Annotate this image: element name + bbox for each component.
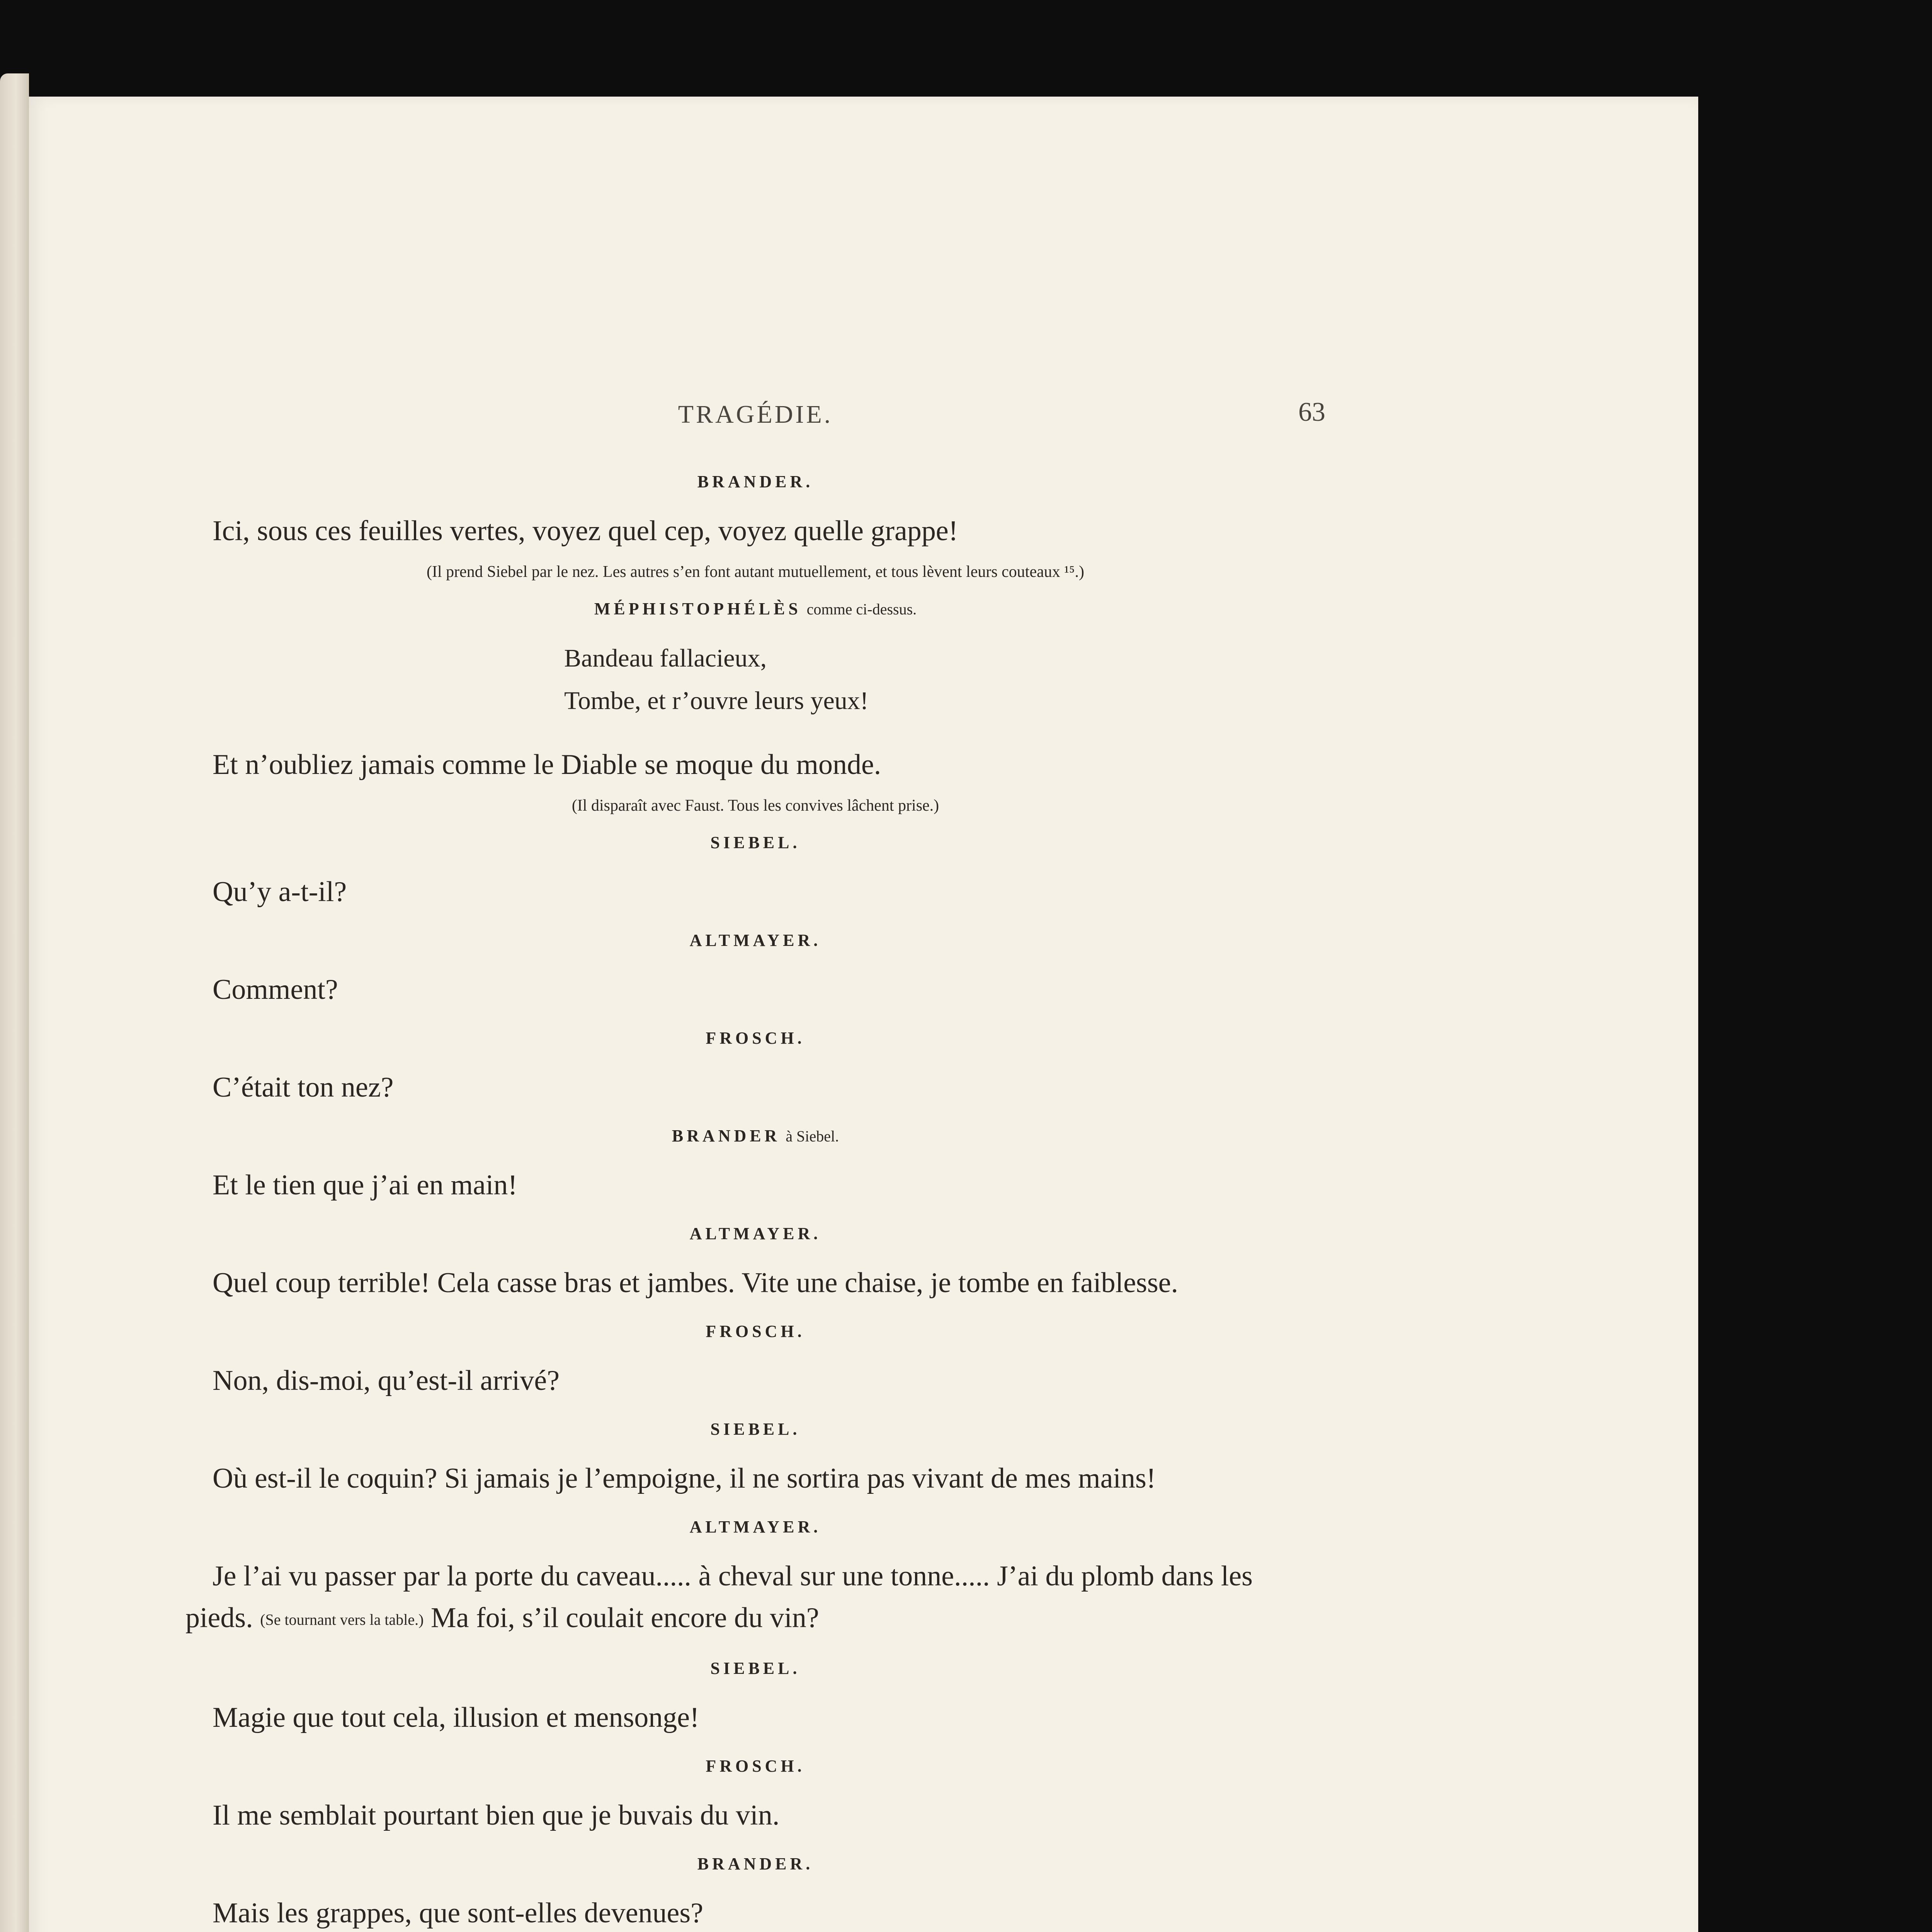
speaker-name: FROSCH. — [706, 1029, 805, 1048]
running-title: TRAGÉDIE. — [678, 400, 833, 429]
speaker-note: comme ci-dessus. — [806, 600, 917, 618]
book-page — [29, 97, 1698, 1932]
dialogue-line — [185, 1555, 1325, 1641]
stage-direction: (Il prend Siebel par le nez. Les autres s’en font autant mutuellement, et tous lèvent leurs couteaux ¹⁵.) — [427, 563, 1084, 581]
speaker-label: BRANDER — [672, 1126, 781, 1145]
dialogue-line: Comment? — [213, 974, 338, 1005]
speaker-label: MÉPHISTOPHÉLÈS — [594, 599, 801, 618]
running-head — [185, 397, 1325, 454]
page-text-block — [185, 397, 1325, 1932]
dialogue-line: Où est-il le coquin? Si jamais je l’empoigne, il ne sortira pas vivant de mes mains! — [213, 1463, 1156, 1494]
dialogue-line: C’était ton nez? — [213, 1071, 394, 1103]
speaker-name: BRANDER. — [697, 472, 814, 491]
dialogue-line: Qu’y a-t-il? — [213, 876, 347, 908]
speaker-name: BRANDER. — [697, 1854, 814, 1873]
speaker-name: SIEBEL. — [710, 1420, 801, 1439]
speaker-name: ALTMAYER. — [689, 931, 821, 950]
speaker-name: FROSCH. — [706, 1757, 805, 1776]
dialogue-line: Et le tien que j’ai en main! — [213, 1169, 518, 1201]
speaker-name — [185, 599, 1325, 619]
dialogue-line: Et n’oubliez jamais comme le Diable se moque du monde. — [213, 749, 881, 781]
speaker-name: ALTMAYER. — [689, 1517, 821, 1536]
dialogue-line: Magie que tout cela, illusion et mensonge! — [213, 1702, 699, 1733]
dialogue-line: Mais les grappes, que sont-elles devenues? — [213, 1897, 703, 1929]
page-number: 63 — [1298, 397, 1325, 427]
speaker-name: ALTMAYER. — [689, 1224, 821, 1243]
dialogue-text: Je l’ai vu passer par la porte du caveau..... à cheval sur une tonne..... J’ai du plomb dans les pieds. — [185, 1560, 1253, 1634]
inline-stage-direction: (Se tournant vers la table.) — [260, 1611, 424, 1628]
dialogue-line: Il me semblait pourtant bien que je buvais du vin. — [213, 1799, 780, 1831]
speaker-name — [185, 1126, 1325, 1146]
verse-line: Bandeau fallacieux, — [564, 644, 767, 672]
verse-line: Tombe, et r’ouvre leurs yeux! — [564, 687, 869, 715]
stage-direction: (Il disparaît avec Faust. Tous les convives lâchent prise.) — [571, 797, 939, 815]
speaker-name: SIEBEL. — [710, 833, 801, 852]
facing-page-edge — [0, 73, 29, 1932]
dialogue-line: Ici, sous ces feuilles vertes, voyez quel cep, voyez quelle grappe! — [213, 515, 958, 547]
speaker-note: à Siebel. — [786, 1128, 839, 1145]
speaker-name: FROSCH. — [706, 1322, 805, 1341]
dialogue-text: Ma foi, s’il coulait encore du vin? — [423, 1602, 819, 1634]
spacer — [185, 722, 1325, 744]
dialogue-line: Quel coup terrible! Cela casse bras et jambes. Vite une chaise, je tombe en faiblesse. — [213, 1267, 1178, 1299]
speaker-name: SIEBEL. — [710, 1659, 801, 1678]
dialogue-line: Non, dis-moi, qu’est-il arrivé? — [213, 1365, 560, 1396]
